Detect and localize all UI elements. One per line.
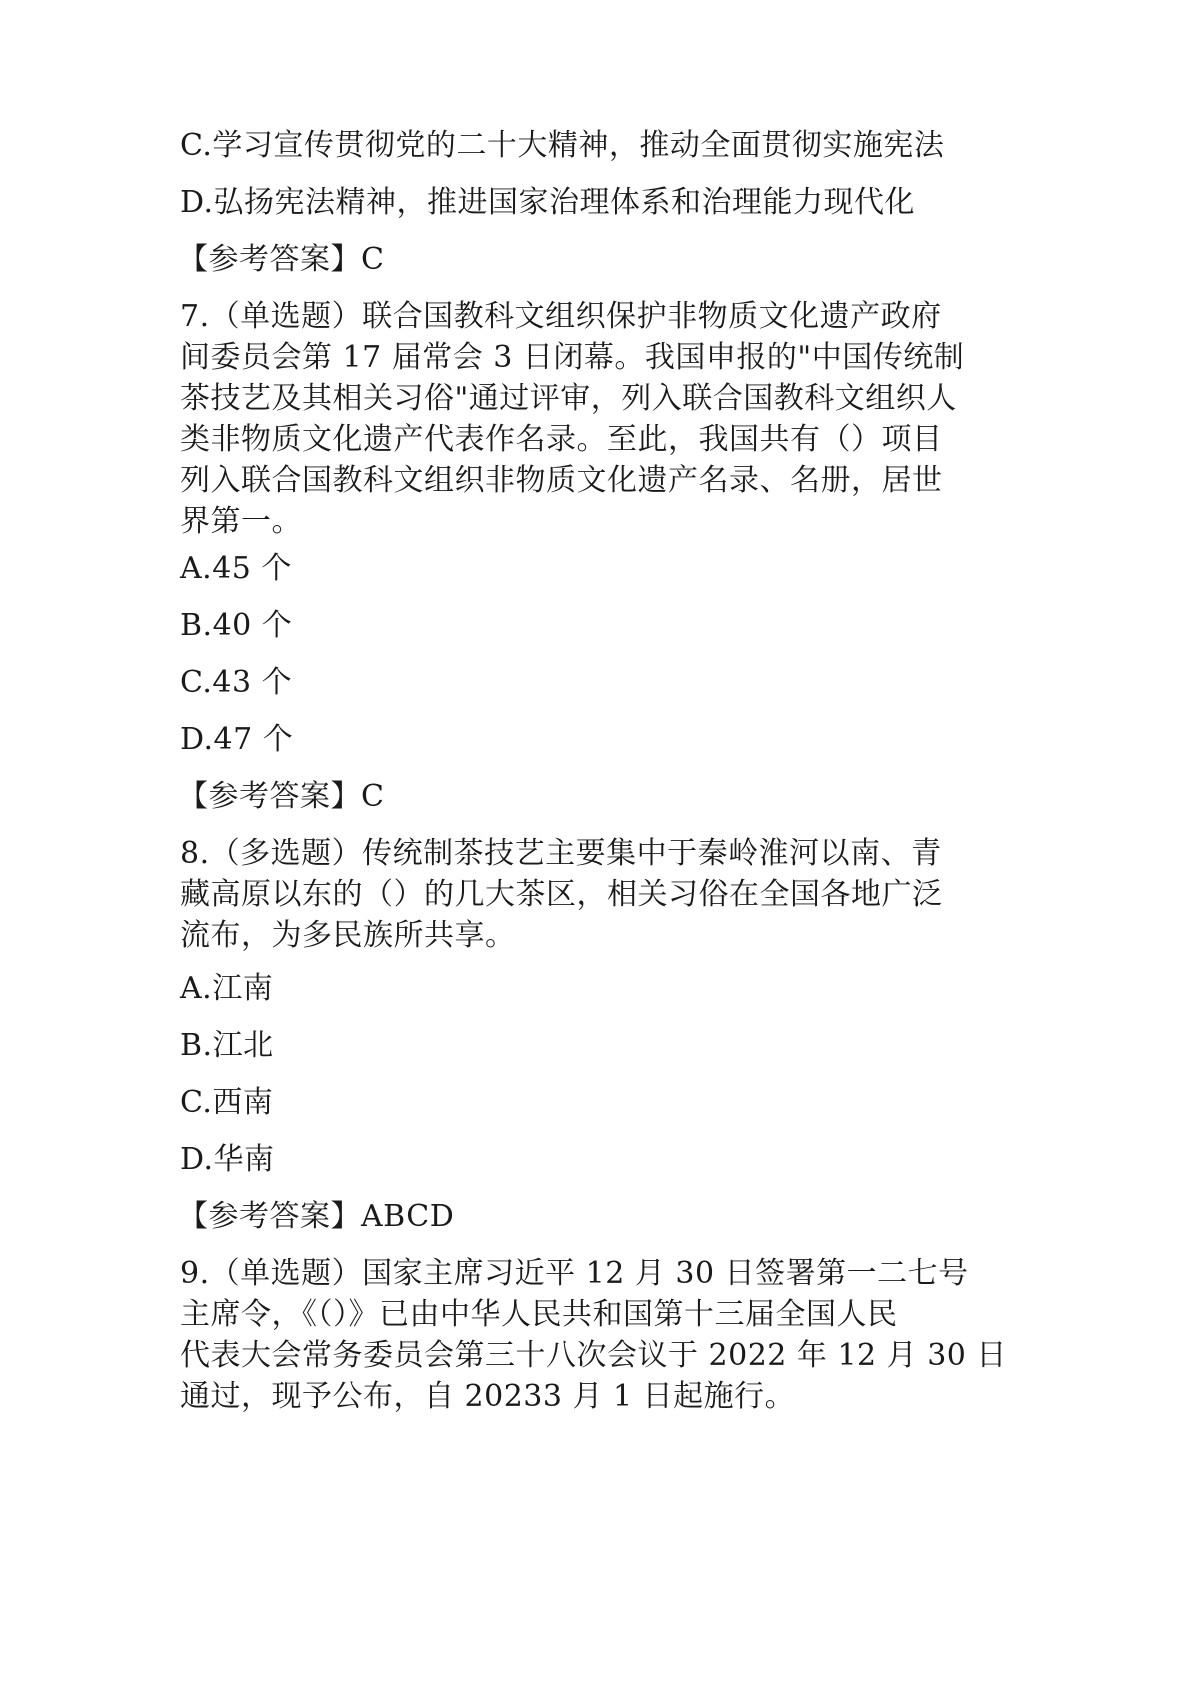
document-page	[180, 0, 1020, 1684]
q6-option-c: C.学习宣传贯彻党的二十大精神，推动全面贯彻实施宪法	[180, 128, 945, 163]
q7-option-a: A.45 个	[180, 551, 292, 586]
q8-option-c: C.西南	[180, 1085, 274, 1120]
q9-stem-line: 代表大会常务委员会第三十八次会议于 2022 年 12 月 30 日	[180, 1338, 1007, 1373]
q7-stem-line: 间委员会第 17 届常会 3 日闭幕。我国申报的"中国传统制	[180, 340, 965, 375]
q7-stem-line: 7.（单选题）联合国教科文组织保护非物质文化遗产政府	[180, 299, 942, 334]
q8-option-d: D.华南	[180, 1142, 275, 1177]
q7-stem-line: 界第一。	[180, 504, 302, 539]
q8-stem-line: 8.（多选题）传统制茶技艺主要集中于秦岭淮河以南、青	[180, 836, 942, 871]
q7-stem-line: 列入联合国教科文组织非物质文化遗产名录、名册，居世	[180, 463, 943, 498]
q7-option-d: D.47 个	[180, 722, 294, 757]
q8-answer: 【参考答案】ABCD	[178, 1199, 455, 1234]
q7-option-c: C.43 个	[180, 665, 293, 700]
q8-option-a: A.江南	[180, 971, 274, 1006]
q8-stem-line: 流布，为多民族所共享。	[180, 918, 516, 953]
q9-stem-line: 主席令，《（）》已由中华人民共和国第十三届全国人民	[180, 1297, 898, 1332]
q9-stem-line: 通过，现予公布，自 20233 月 1 日起施行。	[180, 1379, 796, 1414]
q6-option-d: D.弘扬宪法精神，推进国家治理体系和治理能力现代化	[180, 185, 916, 220]
q9-stem-line: 9.（单选题）国家主席习近平 12 月 30 日签署第一二七号	[180, 1256, 969, 1291]
q7-stem-line: 类非物质文化遗产代表作名录。至此，我国共有（）项目	[180, 422, 943, 457]
q8-option-b: B.江北	[180, 1028, 274, 1063]
q7-answer: 【参考答案】C	[178, 779, 385, 814]
q7-option-b: B.40 个	[180, 608, 293, 643]
q7-stem-line: 茶技艺及其相关习俗"通过评审，列入联合国教科文组织人	[180, 381, 957, 416]
q8-stem-line: 藏高原以东的（）的几大茶区，相关习俗在全国各地广泛	[180, 877, 943, 912]
q6-answer: 【参考答案】C	[178, 242, 385, 277]
